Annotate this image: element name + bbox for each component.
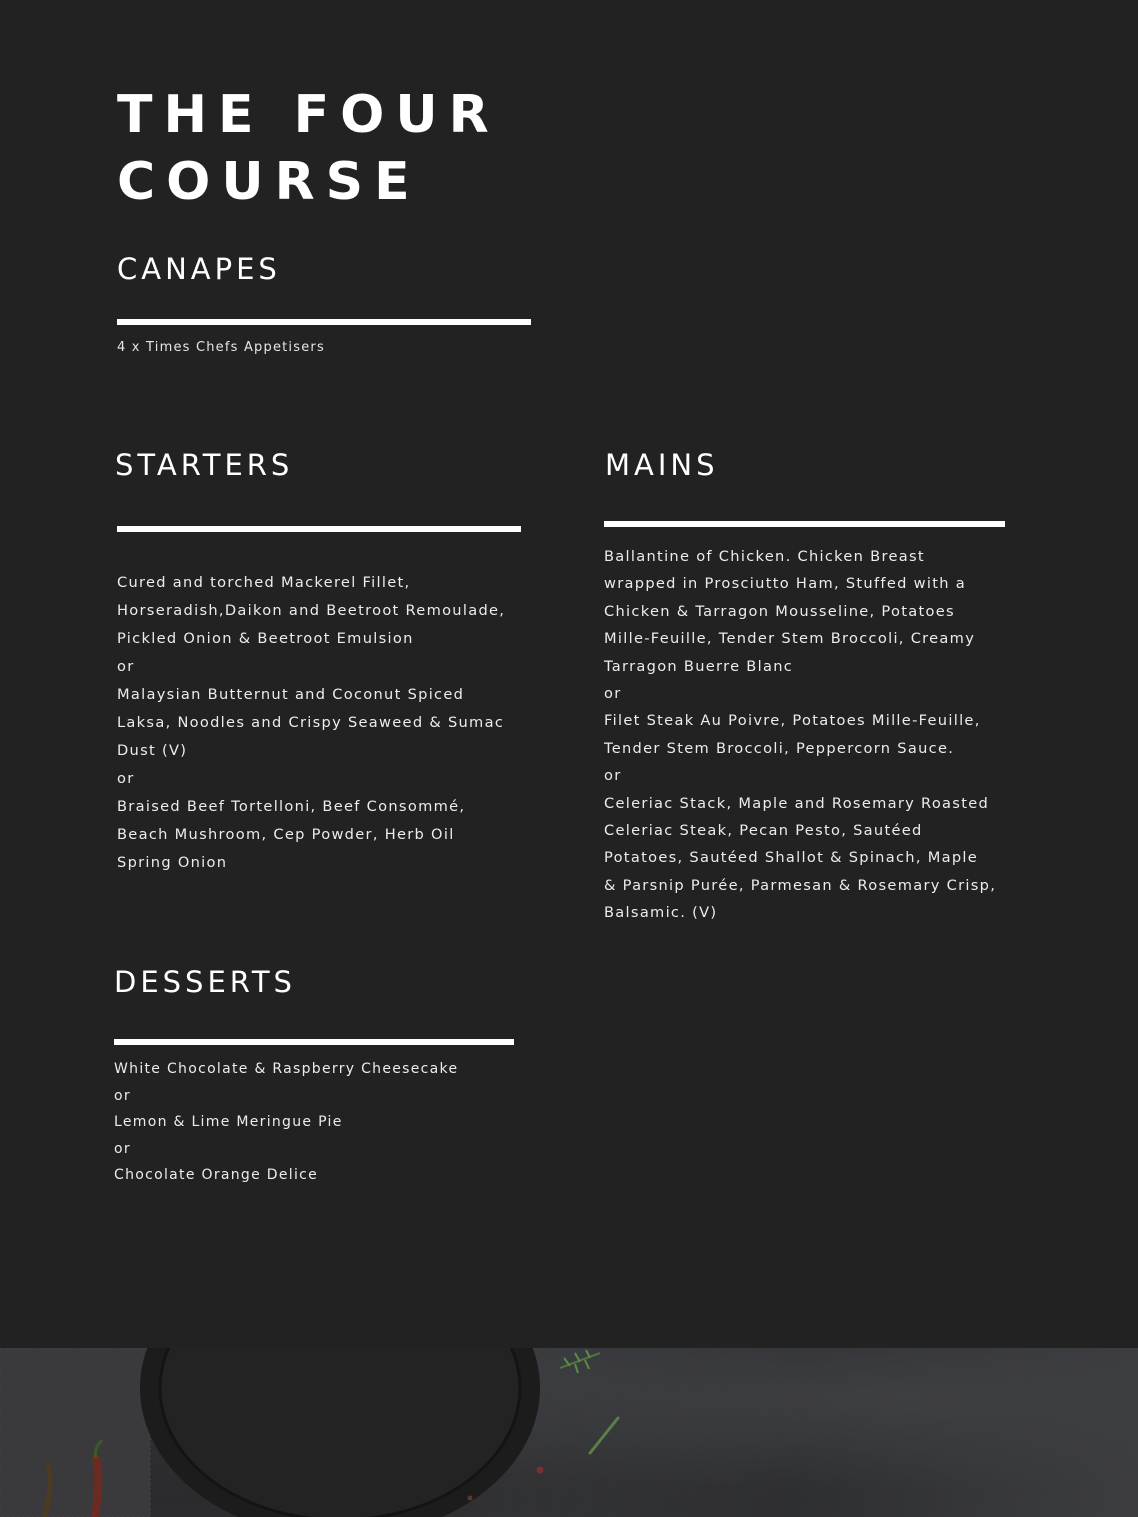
mains-line: Balsamic. (V) — [604, 904, 718, 922]
canapes-heading: CANAPES — [117, 252, 281, 286]
starters-divider — [117, 526, 521, 532]
mains-line: wrapped in Prosciutto Ham, Stuffed with a — [604, 575, 966, 593]
mains-line: Mille-Feuille, Tender Stem Broccoli, Creamy — [604, 630, 976, 648]
canapes-divider — [117, 319, 531, 325]
starters-line: Horseradish,Daikon and Beetroot Remoulade, — [117, 602, 506, 619]
rosemary-leaf — [590, 1418, 618, 1453]
starters-line: Laksa, Noodles and Crispy Seaweed & Sumac — [117, 714, 505, 731]
desserts-list — [114, 1056, 458, 1189]
starters-line: Braised Beef Tortelloni, Beef Consommé, — [117, 798, 466, 815]
starters-line: or — [117, 770, 135, 787]
mains-divider — [604, 521, 1005, 527]
desserts-line: or — [114, 1140, 131, 1157]
menu-title-line-2: COURSE — [117, 152, 421, 212]
mains-line: & Parsnip Purée, Parmesan & Rosemary Crisp, — [604, 876, 997, 894]
mains-line: Filet Steak Au Poivre, Potatoes Mille-Feuille, — [604, 712, 981, 730]
mains-line: Ballantine of Chicken. Chicken Breast — [604, 548, 925, 565]
skillet-illustration — [0, 1348, 1138, 1517]
mains-list — [604, 543, 996, 927]
mains-line: Chicken & Tarragon Mousseline, Potatoes — [604, 602, 955, 620]
starters-line: or — [117, 658, 135, 675]
desserts-line: Lemon & Lime Meringue Pie — [114, 1114, 343, 1131]
desserts-line: White Chocolate & Raspberry Cheesecake — [114, 1061, 459, 1077]
starters-line: Spring Onion — [117, 854, 228, 871]
mains-line: Potatoes, Sautéed Shallot & Spinach, Maple — [604, 849, 979, 867]
chili-pepper — [95, 1458, 98, 1517]
mains-line: Tarragon Buerre Blanc — [604, 657, 794, 675]
menu-title — [117, 82, 500, 216]
peppercorn — [537, 1467, 544, 1474]
mains-line: Celeriac Stack, Maple and Rosemary Roasted — [604, 794, 990, 812]
starters-line: Cured and torched Mackerel Fillet, — [117, 574, 411, 591]
starters-line: Dust (V) — [117, 742, 188, 759]
mains-line: Celeriac Steak, Pecan Pesto, Sautéed — [604, 822, 923, 840]
mains-line: Tender Stem Broccoli, Peppercorn Sauce. — [604, 739, 955, 757]
desserts-heading: DESSERTS — [114, 965, 296, 999]
kitchen-photo-banner — [0, 1348, 1138, 1517]
starters-list — [117, 569, 505, 877]
canapes-description: 4 x Times Chefs Appetisers — [117, 340, 325, 355]
burlap-cloth — [0, 1348, 150, 1517]
desserts-divider — [114, 1039, 514, 1045]
peppercorn-2 — [468, 1496, 473, 1501]
starters-line: Pickled Onion & Beetroot Emulsion — [117, 630, 414, 647]
starters-heading: STARTERS — [115, 448, 294, 482]
mains-line: or — [604, 685, 622, 703]
mains-line: or — [604, 767, 622, 785]
desserts-line: or — [114, 1087, 131, 1104]
mains-heading: MAINS — [605, 448, 719, 482]
starters-line: Beach Mushroom, Cep Powder, Herb Oil — [117, 826, 455, 843]
starters-line: Malaysian Butternut and Coconut Spiced — [117, 686, 465, 703]
desserts-line: Chocolate Orange Delice — [114, 1167, 319, 1184]
menu-title-line-1: THE FOUR — [117, 85, 500, 145]
